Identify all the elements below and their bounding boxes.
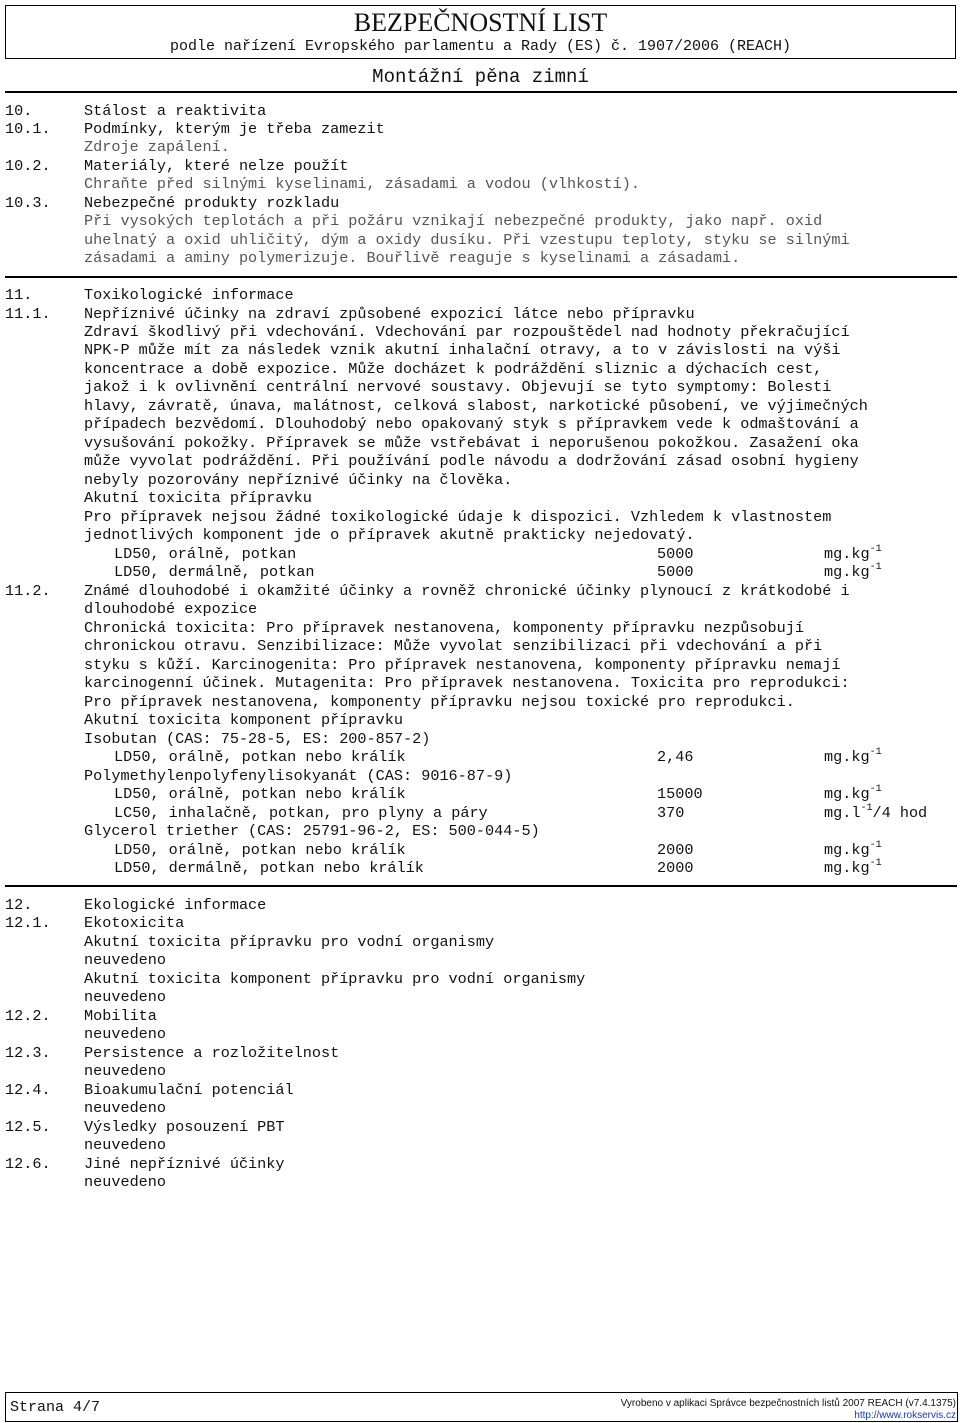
toxicity-row xyxy=(0,748,960,766)
line-text: nebyly pozorovány nepříznivé účinky na člověka. xyxy=(84,471,513,489)
text-line xyxy=(0,914,960,932)
toxicity-row xyxy=(0,859,960,877)
toxicity-unit xyxy=(824,748,882,766)
toxicity-label: LD50, orálně, potkan xyxy=(114,545,297,563)
text-line xyxy=(0,434,960,452)
line-text: Isobutan (CAS: 75-28-5, ES: 200-857-2) xyxy=(84,730,431,748)
line-text: neuvedeno xyxy=(84,1173,167,1191)
section-number: 12.4. xyxy=(5,1081,51,1099)
line-text: Persistence a rozložitelnost xyxy=(84,1044,340,1062)
line-text: koncentrace a době expozice. Může docházet k podráždění sliznic a dýchacích cest, xyxy=(84,360,823,378)
line-text: neuvedeno xyxy=(84,988,167,1006)
line-text: Jiné nepříznivé účinky xyxy=(84,1155,285,1173)
line-text: Akutní toxicita komponent přípravku pro vodní organismy xyxy=(84,970,586,988)
text-line xyxy=(0,1118,960,1136)
text-line xyxy=(0,970,960,988)
line-text: Polymethylenpolyfenylisokyanát (CAS: 9016-87-9) xyxy=(84,767,513,785)
generator-link[interactable]: http://www.rokservis.cz xyxy=(854,1410,956,1421)
text-line xyxy=(0,822,960,840)
section-number: 12.1. xyxy=(5,914,51,932)
document-header xyxy=(5,5,956,88)
text-line xyxy=(0,1155,960,1173)
document-title: BEZPEČNOSTNÍ LIST xyxy=(353,8,608,37)
line-text: Ekologické informace xyxy=(84,896,267,914)
toxicity-unit xyxy=(824,841,882,859)
section-divider xyxy=(5,276,957,278)
toxicity-row xyxy=(0,785,960,803)
text-line xyxy=(0,508,960,526)
unit-suffix: /4 hod xyxy=(872,804,928,822)
text-line xyxy=(0,1099,960,1117)
line-text: karcinogenní účinek. Mutagenita: Pro přípravek nestanovena. Toxicita pro reprodukci: xyxy=(84,674,850,692)
text-line xyxy=(0,637,960,655)
line-text: Výsledky posouzení PBT xyxy=(84,1118,285,1136)
toxicity-label: LC50, inhalačně, potkan, pro plyny a páry xyxy=(114,804,488,822)
line-text: Známé dlouhodobé i okamžité účinky a rovněž chronické účinky plynoucí z krátkodobé i xyxy=(84,582,850,600)
line-text: Zdroje zapálení. xyxy=(84,138,230,156)
generator-note: Vyrobeno v aplikaci Správce bezpečnostních listů 2007 REACH (v7.4.1375) xyxy=(620,1398,956,1409)
text-line xyxy=(0,341,960,359)
unit-text: mg.kg xyxy=(824,748,870,766)
text-line xyxy=(0,951,960,969)
section-divider xyxy=(5,885,957,887)
line-text: vysušování pokožky. Přípravek se může vstřebávat i neporušenou pokožkou. Zasažení oka xyxy=(84,434,859,452)
toxicity-unit xyxy=(824,859,882,877)
text-line xyxy=(0,767,960,785)
line-text: NPK-P může mít za následek vznik akutní inhalační otravy, a to v závislosti na výši xyxy=(84,341,841,359)
line-text: Bioakumulační potenciál xyxy=(84,1081,294,1099)
section-number: 12. xyxy=(5,896,33,914)
toxicity-value: 2000 xyxy=(657,841,694,859)
text-line xyxy=(0,1044,960,1062)
section-number: 11. xyxy=(5,286,33,304)
text-line xyxy=(0,102,960,120)
text-line xyxy=(0,1062,960,1080)
text-line xyxy=(0,194,960,212)
document-subtitle: podle nařízení Evropského parlamentu a Rady (ES) č. 1907/2006 (REACH) xyxy=(169,38,792,55)
toxicity-unit xyxy=(824,545,882,563)
line-text: neuvedeno xyxy=(84,951,167,969)
toxicity-row xyxy=(0,841,960,859)
line-text: neuvedeno xyxy=(84,1136,167,1154)
line-text: Materiály, které nelze použít xyxy=(84,157,349,175)
toxicity-label: LD50, orálně, potkan nebo králík xyxy=(114,785,406,803)
text-line xyxy=(0,212,960,230)
line-text: Ekotoxicita xyxy=(84,914,185,932)
line-text: hlavy, závratě, únava, malátnost, celková slabost, narkotické působení, ve výjimečných xyxy=(84,397,868,415)
line-text: Mobilita xyxy=(84,1007,157,1025)
line-text: Stálost a reaktivita xyxy=(84,102,267,120)
line-text: Nepříznivé účinky na zdraví způsobené expozicí látce nebo přípravku xyxy=(84,305,695,323)
unit-exponent: -1 xyxy=(869,543,882,555)
text-line xyxy=(0,157,960,175)
unit-text: mg.kg xyxy=(824,859,870,877)
section-divider xyxy=(5,91,957,93)
unit-text: mg.kg xyxy=(824,563,870,581)
toxicity-unit xyxy=(824,804,927,822)
line-text: Akutní toxicita komponent přípravku xyxy=(84,711,403,729)
section-number: 12.5. xyxy=(5,1118,51,1136)
line-text: Akutní toxicita přípravku pro vodní organismy xyxy=(84,933,495,951)
line-text: jakož i k ovlivnění centrální nervové soustavy. Objevují se tyto symptomy: Bolesti xyxy=(84,378,832,396)
text-line xyxy=(0,896,960,914)
unit-text: mg.kg xyxy=(824,785,870,803)
page-number: Strana 4/7 xyxy=(10,1399,101,1416)
text-line xyxy=(0,711,960,729)
text-line xyxy=(0,582,960,600)
toxicity-value: 5000 xyxy=(657,545,694,563)
text-line xyxy=(0,323,960,341)
line-text: případech bezvědomí. Dlouhodobý nebo opakovaný styk s přípravkem vede k odmaštování a xyxy=(84,415,859,433)
toxicity-label: LD50, dermálně, potkan nebo králík xyxy=(114,859,424,877)
line-text: Pro přípravek nejsou žádné toxikologické údaje k dispozici. Vzhledem k vlastnostem xyxy=(84,508,832,526)
unit-text: mg.l xyxy=(824,804,861,822)
line-text: neuvedeno xyxy=(84,1099,167,1117)
section-number: 11.1. xyxy=(5,305,51,323)
line-text: Glycerol triether (CAS: 25791-96-2, ES: 500-044-5) xyxy=(84,822,540,840)
line-text: neuvedeno xyxy=(84,1025,167,1043)
text-line xyxy=(0,397,960,415)
toxicity-label: LD50, orálně, potkan nebo králík xyxy=(114,841,406,859)
section-number: 10. xyxy=(5,102,33,120)
line-text: Chraňte před silnými kyselinami, zásadami a vodou (vlhkostí). xyxy=(84,175,640,193)
text-line xyxy=(0,693,960,711)
text-line xyxy=(0,489,960,507)
text-line xyxy=(0,1081,960,1099)
section-number: 12.2. xyxy=(5,1007,51,1025)
line-text: Podmínky, kterým je třeba zamezit xyxy=(84,120,385,138)
text-line xyxy=(0,674,960,692)
toxicity-label: LD50, dermálně, potkan xyxy=(114,563,315,581)
toxicity-unit xyxy=(824,785,882,803)
unit-exponent: -1 xyxy=(869,561,882,573)
section-number: 10.1. xyxy=(5,120,51,138)
text-line xyxy=(0,175,960,193)
text-line xyxy=(0,730,960,748)
text-line xyxy=(0,415,960,433)
text-line xyxy=(0,988,960,1006)
text-line xyxy=(0,1025,960,1043)
line-text: Nebezpečné produkty rozkladu xyxy=(84,194,340,212)
line-text: Akutní toxicita přípravku xyxy=(84,489,312,507)
toxicity-row xyxy=(0,804,960,822)
section-number: 10.3. xyxy=(5,194,51,212)
unit-exponent: -1 xyxy=(869,839,882,851)
text-line xyxy=(0,360,960,378)
line-text: Toxikologické informace xyxy=(84,286,294,304)
line-text: dlouhodobé expozice xyxy=(84,600,258,618)
text-line xyxy=(0,1136,960,1154)
line-text: může vyvolat podráždění. Při používání podle návodu a dodržování zásad osobní hygieny xyxy=(84,452,859,470)
text-line xyxy=(0,452,960,470)
text-line xyxy=(0,120,960,138)
text-line xyxy=(0,656,960,674)
text-line xyxy=(0,286,960,304)
unit-exponent: -1 xyxy=(860,802,873,814)
toxicity-label: LD50, orálně, potkan nebo králík xyxy=(114,748,406,766)
text-line xyxy=(0,1007,960,1025)
section-number: 12.6. xyxy=(5,1155,51,1173)
text-line xyxy=(0,600,960,618)
text-line xyxy=(0,526,960,544)
line-text: Chronická toxicita: Pro přípravek nestanovena, komponenty přípravku nezpůsobují xyxy=(84,619,805,637)
toxicity-value: 15000 xyxy=(657,785,703,803)
toxicity-value: 370 xyxy=(657,804,685,822)
unit-text: mg.kg xyxy=(824,545,870,563)
text-line xyxy=(0,471,960,489)
line-text: chronickou otravu. Senzibilizace: Může vyvolat senzibilizaci při vdechování a při xyxy=(84,637,823,655)
line-text: Pro přípravek nestanovena, komponenty přípravku nejsou toxické pro reprodukci. xyxy=(84,693,795,711)
unit-exponent: -1 xyxy=(869,746,882,758)
toxicity-row xyxy=(0,563,960,581)
text-line xyxy=(0,138,960,156)
section-number: 12.3. xyxy=(5,1044,51,1062)
line-text: zásadami a aminy polymerizuje. Bouřlivě reaguje s kyselinami a zásadami. xyxy=(84,249,741,267)
toxicity-value: 2000 xyxy=(657,859,694,877)
text-line xyxy=(0,249,960,267)
line-text: styku s kůží. Karcinogenita: Pro přípravek nestanovena, komponenty přípravku nemají xyxy=(84,656,841,674)
unit-exponent: -1 xyxy=(869,783,882,795)
toxicity-unit xyxy=(824,563,882,581)
line-text: Zdraví škodlivý při vdechování. Vdechování par rozpouštědel nad hodnoty překračující xyxy=(84,323,850,341)
unit-text: mg.kg xyxy=(824,841,870,859)
text-line xyxy=(0,1173,960,1191)
section-number: 10.2. xyxy=(5,157,51,175)
text-line xyxy=(0,305,960,323)
line-text: Při vysokých teplotách a při požáru vznikají nebezpečné produkty, jako např. oxid xyxy=(84,212,823,230)
product-name: Montážní pěna zimní xyxy=(372,66,589,88)
section-number: 11.2. xyxy=(5,582,51,600)
line-text: uhelnatý a oxid uhličitý, dým a oxidy dusíku. Při vzestupu teploty, styku se silnými xyxy=(84,231,850,249)
toxicity-value: 2,46 xyxy=(657,748,694,766)
line-text: neuvedeno xyxy=(84,1062,167,1080)
text-line xyxy=(0,231,960,249)
text-line xyxy=(0,933,960,951)
line-text: jednotlivých komponent jde o přípravek akutně prakticky nejedovatý. xyxy=(84,526,695,544)
toxicity-row xyxy=(0,545,960,563)
unit-exponent: -1 xyxy=(869,857,882,869)
text-line xyxy=(0,378,960,396)
text-line xyxy=(0,619,960,637)
toxicity-value: 5000 xyxy=(657,563,694,581)
